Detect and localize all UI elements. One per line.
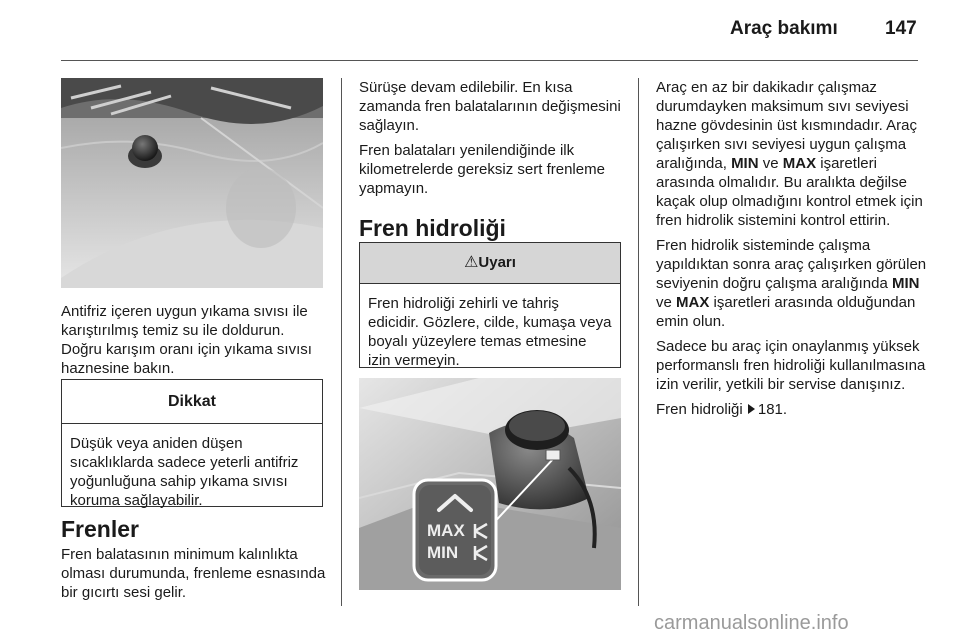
p1-text-a: Araç en az bir dakikadır çalışmaz durumdayken maksimum sıvı seviyesi hazne gövdesinin üst kısmındadır. Araç çalışırken sıvı seviyesi uygun çalışma aralığında, xyxy=(656,79,917,172)
p2-min: MIN xyxy=(891,275,920,292)
page-reference-icon xyxy=(748,404,755,414)
col2-paragraph-1: Sürüşe devam edilebilir. En kısa zamanda fren balatalarının değişmesini sağlayın. xyxy=(359,79,621,134)
warning-box xyxy=(359,242,621,368)
p1-max: MAX xyxy=(782,155,817,172)
col2-text xyxy=(359,78,629,242)
col3-text xyxy=(656,78,932,425)
col2-paragraph-2: Fren balataları yenilendiğinde ilk kilometrelerde gereksiz sert frenleme yapmayın. xyxy=(359,142,605,197)
notice-box xyxy=(61,379,323,507)
col1-text xyxy=(61,302,329,384)
warning-box-header xyxy=(360,243,620,284)
coolant-reservoir-photo xyxy=(61,78,323,288)
watermark: carmanualsonline.info xyxy=(654,612,849,634)
p2-text-a: Fren hidrolik sisteminde çalışma yapıldıktan sonra araç çalışırken görülen seviyenin doğru çalışma aralığında xyxy=(656,237,927,292)
warning-box-text: Fren hidroliği zehirli ve tahriş edicidir. Gözlere, cilde, kumaşa veya boyalı yüzeylere temas etmesine izin vermeyin. xyxy=(368,295,612,369)
notice-box-text: Düşük veya aniden düşen sıcaklıklarda sadece yeterli antifriz yoğunluğuna sahip yıkama sıvısı koruma sağlayabilir. xyxy=(70,435,299,509)
running-header-title: Araç bakımı xyxy=(730,18,838,39)
max-label: MAX xyxy=(427,521,465,540)
header-rule xyxy=(61,60,918,61)
col3-paragraph-1 xyxy=(656,78,932,230)
section-title-fren-hidroligi: Fren hidroliği xyxy=(359,215,506,241)
col3-paragraph-4 xyxy=(656,400,932,419)
warning-triangle-icon: ⚠ xyxy=(464,254,479,271)
p1-ve: ve xyxy=(758,155,783,172)
column-rule-1 xyxy=(341,78,342,606)
col3-paragraph-3: Sadece bu araç için onaylanmış yüksek performanslı fren hidroliği kullanılmasına izin verilir, yetkili bir servise danışınız. xyxy=(656,338,926,393)
p1-min: MIN xyxy=(731,155,759,172)
p2-max: MAX xyxy=(676,294,710,311)
p4-text: Fren hidroliği xyxy=(656,401,747,418)
col3-paragraph-2 xyxy=(656,236,932,331)
brake-fluid-reservoir-photo xyxy=(359,378,621,590)
min-label: MIN xyxy=(427,543,459,562)
col1-paragraph: Antifriz içeren uygun yıkama sıvısı ile karıştırılmış temiz su ile doldurun. Doğru karışım oranı için yıkama sıvısı haznesine bakın. xyxy=(61,303,312,377)
page-number: 147 xyxy=(885,18,917,39)
page-reference-link[interactable]: 181. xyxy=(757,401,788,418)
section-title-frenler: Frenler xyxy=(61,516,139,542)
p2-text-b: işaretleri arasında olduğundan emin olun. xyxy=(656,294,916,330)
frenler-paragraph: Fren balatasının minimum kalınlıkta olması durumunda, frenleme esnasında bir gıcırtı sesi gelir. xyxy=(61,546,326,601)
p2-ve: ve xyxy=(656,294,677,311)
column-rule-2 xyxy=(638,78,639,606)
notice-box-title: Dikkat xyxy=(62,380,322,424)
p1-text-b: işaretleri arasında olmalıdır. Bu aralıkta değilse kaçak olup olmadığını kontrol etmek için fren hidrolik sistemini kontrol ettirin. xyxy=(656,155,923,229)
warning-box-title: Uyarı xyxy=(478,254,516,271)
col1-section xyxy=(61,515,329,608)
